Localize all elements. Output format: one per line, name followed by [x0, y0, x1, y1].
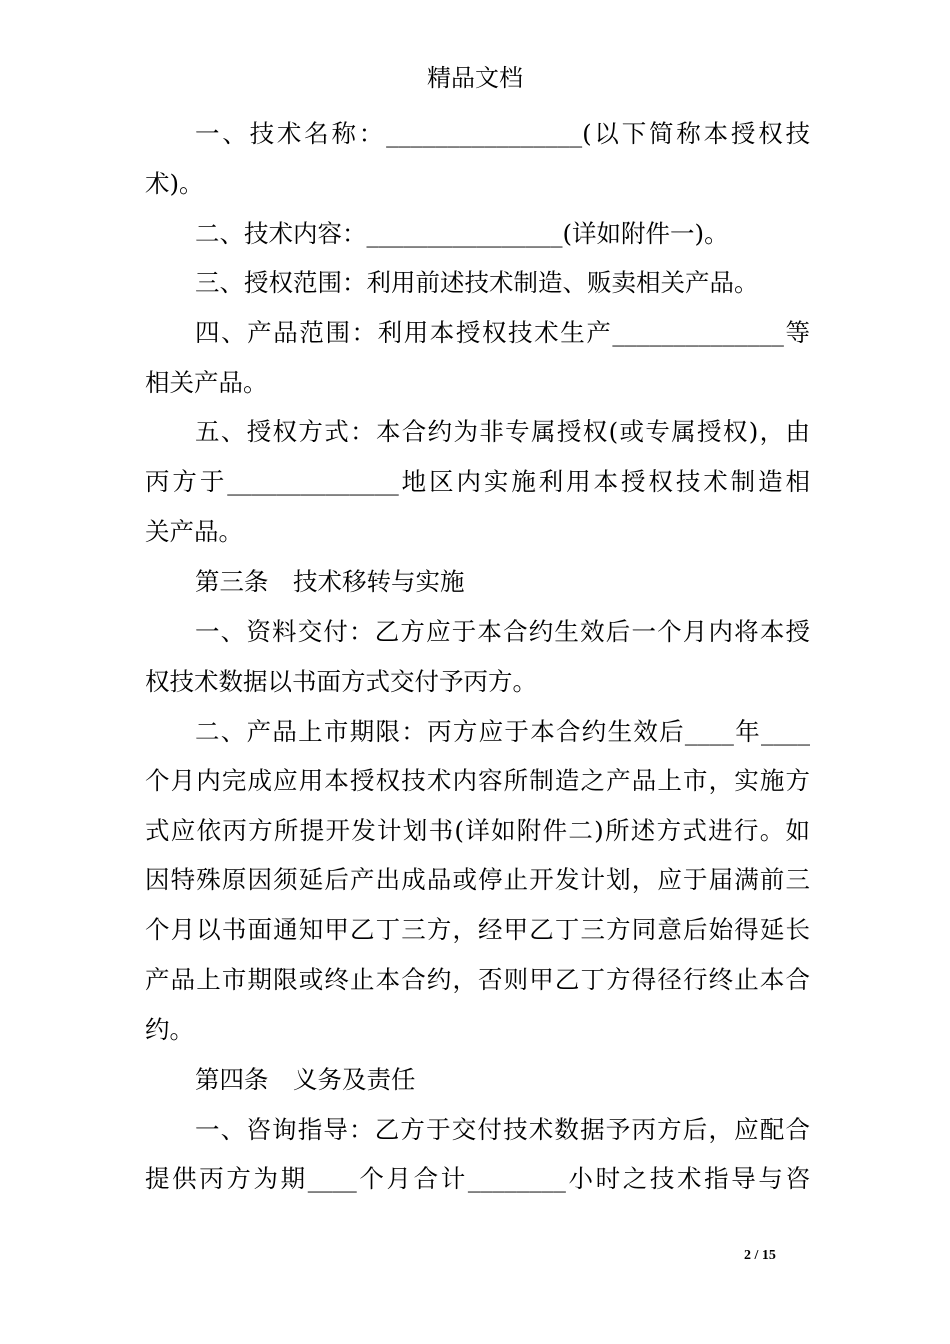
paragraph-line: 产品上市期限或终止本合约，否则甲乙丁方得径行终止本合 [145, 965, 810, 994]
paragraph-line: 三、授权范围：利用前述技术制造、贩卖相关产品。 [195, 268, 759, 297]
paragraph-line: 因特殊原因须延后产出成品或停止开发计划，应于届满前三 [145, 865, 810, 894]
paragraph-line: 关产品。 [145, 517, 243, 546]
paragraph-line: 个月内完成应用本授权技术内容所制造之产品上市，实施方 [145, 766, 810, 795]
paragraph-line: 五、授权方式：本合约为非专属授权(或专属授权)，由 [195, 417, 810, 446]
paragraph-line: 丙方于______________地区内实施利用本授权技术制造相 [145, 467, 810, 496]
paragraph-line: 一、资料交付：乙方应于本合约生效后一个月内将本授 [195, 617, 810, 646]
paragraph-line: 个月以书面通知甲乙丁三方，经甲乙丁三方同意后始得延长 [145, 915, 810, 944]
paragraph-line: 权技术数据以书面方式交付予丙方。 [145, 667, 537, 696]
paragraph-line: 二、产品上市期限：丙方应于本合约生效后____年____ [195, 717, 810, 746]
page-header-title: 精品文档 [427, 64, 523, 92]
paragraph-line: 式应依丙方所提开发计划书(详如附件二)所述方式进行。如 [145, 816, 810, 845]
page-number: 2 / 15 [744, 1248, 776, 1263]
paragraph-line: 一、咨询指导：乙方于交付技术数据予丙方后，应配合 [195, 1115, 810, 1144]
paragraph-line: 四、产品范围：利用本授权技术生产______________等 [195, 318, 810, 347]
paragraph-line: 二、技术内容：________________(详如附件一)。 [195, 219, 729, 248]
section-heading: 第三条 技术移转与实施 [195, 567, 465, 596]
paragraph-line: 约。 [145, 1015, 194, 1044]
section-heading: 第四条 义务及责任 [195, 1065, 416, 1094]
paragraph-line: 相关产品。 [145, 368, 268, 397]
paragraph-line: 一、技术名称：________________(以下简称本授权技 [195, 119, 810, 148]
paragraph-line: 术)。 [145, 169, 204, 198]
paragraph-line: 提供丙方为期____个月合计________小时之技术指导与咨 [145, 1164, 810, 1193]
